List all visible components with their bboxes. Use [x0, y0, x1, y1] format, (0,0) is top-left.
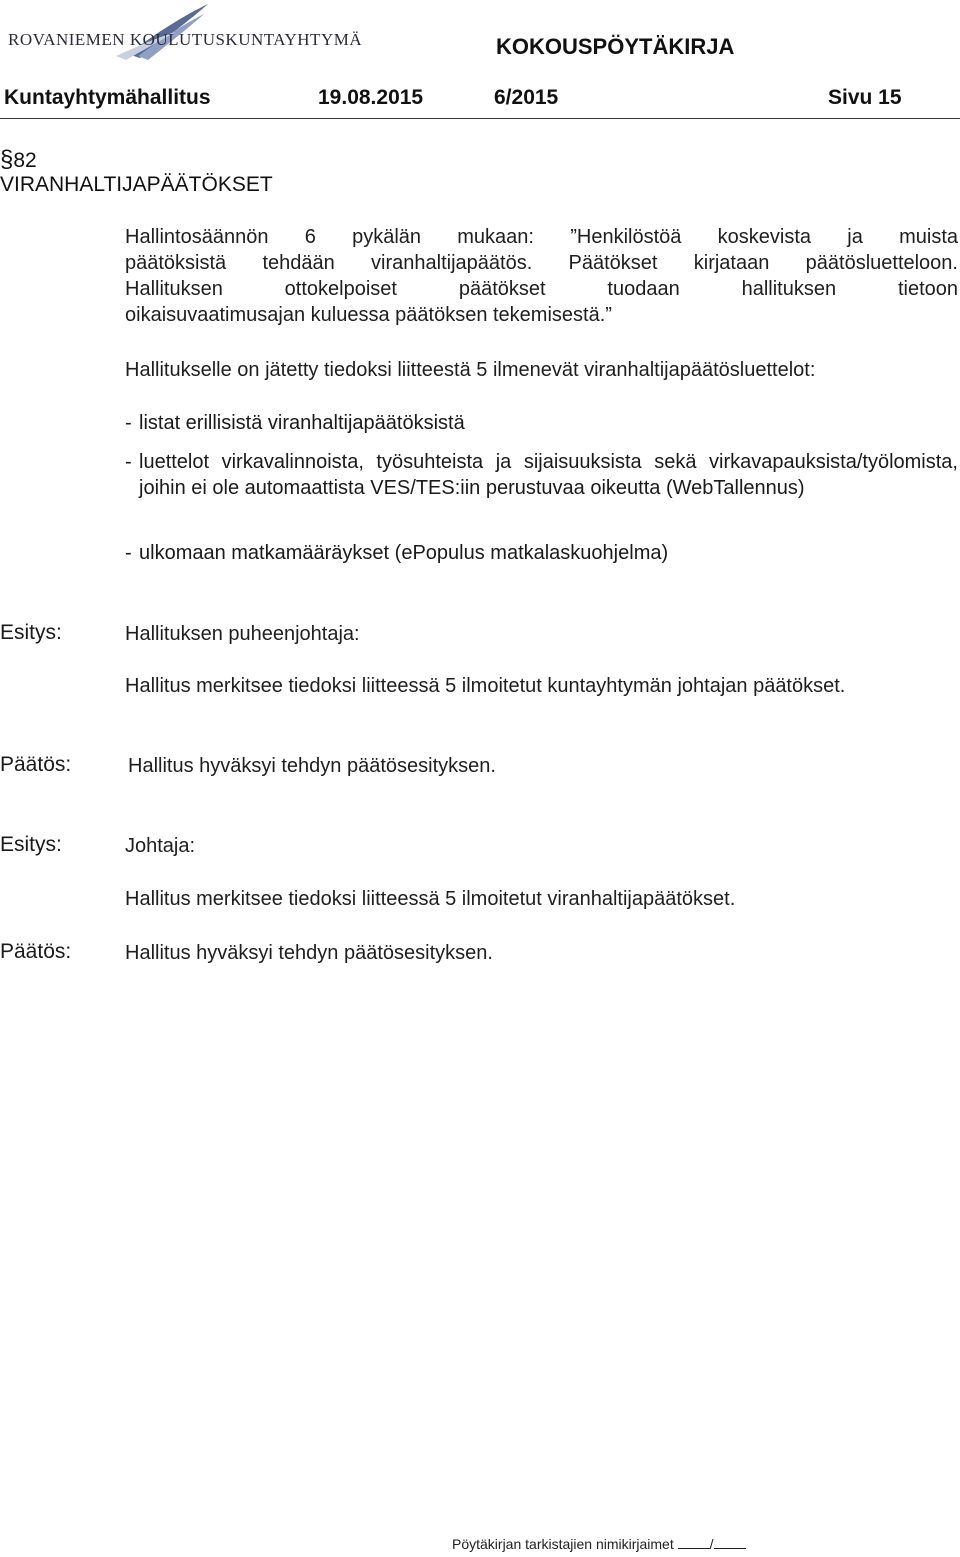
- meeting-body: Kuntayhtymähallitus: [4, 86, 211, 109]
- list-item: - luettelot virkavalinnoista, työsuhteista ja sijaisuuksista sekä virkavapauksista/työlomista, joihin ei ole automaattista VES/TES:iin perustuvaa oikeutta (WebTallennus): [125, 451, 958, 499]
- decision-text: Hallitus hyväksyi tehdyn päätösesityksen.: [128, 755, 496, 777]
- decision-text: Hallitus hyväksyi tehdyn päätösesityksen.: [125, 942, 493, 964]
- esitys-label: Esitys:: [0, 621, 62, 644]
- footer-separator: /: [709, 1536, 714, 1552]
- paatos-label: Päätös:: [0, 753, 72, 776]
- meeting-number: 6/2015: [494, 86, 559, 109]
- section-number: 82: [13, 149, 37, 172]
- initials-blank: [714, 1536, 746, 1549]
- section-title: VIRANHALTIJAPÄÄTÖKSET: [0, 173, 273, 196]
- list-item: - ulkomaan matkamääräykset (ePopulus matkalaskuohjelma): [125, 542, 669, 564]
- paragraph-regulation: [125, 224, 958, 328]
- list-item: - listat erillisistä viranhaltijapäätöksistä: [125, 412, 465, 434]
- esitys-label: Esitys:: [0, 833, 62, 856]
- paragraph-line: oikaisuvaatimusajan kuluessa päätöksen tekemisestä.”: [125, 304, 612, 326]
- page-number: Sivu 15: [828, 86, 902, 109]
- section-heading: [0, 148, 273, 197]
- header-divider: [0, 118, 960, 119]
- paatos-label: Päätös:: [0, 940, 72, 963]
- proposal-text: Hallitus merkitsee tiedoksi liitteessä 5 ilmoitetut kuntayhtymän johtajan päätökset.: [125, 675, 846, 697]
- paragraph-line: päätöksistä tehdään viranhaltijapäätös. Päätökset kirjataan päätösluetteloon.: [125, 252, 958, 274]
- paragraph-line: Hallintosäännön 6 pykälän mukaan: ”Henkilöstöä koskevista ja muista: [125, 226, 958, 248]
- footer-initials: [452, 1536, 746, 1552]
- initials-blank: [678, 1536, 710, 1549]
- proposer: Johtaja:: [125, 835, 196, 857]
- proposer: Hallituksen puheenjohtaja:: [125, 623, 360, 645]
- section-sign: §: [0, 146, 14, 173]
- meeting-date: 19.08.2015: [318, 86, 424, 109]
- paragraph-notice: Hallitukselle on jätetty tiedoksi liitteestä 5 ilmenevät viranhaltijapäätösluettelot:: [125, 359, 816, 381]
- paragraph-line: Hallituksen ottokelpoiset päätökset tuodaan hallituksen tietoon: [125, 278, 958, 300]
- proposal-text: Hallitus merkitsee tiedoksi liitteessä 5 ilmoitetut viranhaltijapäätökset.: [125, 888, 736, 910]
- logo-text: ROVANIEMEN KOULUTUSKUNTAYHTYMÄ: [8, 30, 363, 49]
- document-type: KOKOUSPÖYTÄKIRJA: [496, 34, 735, 59]
- footer-text: Pöytäkirjan tarkistajien nimikirjaimet: [452, 1536, 674, 1552]
